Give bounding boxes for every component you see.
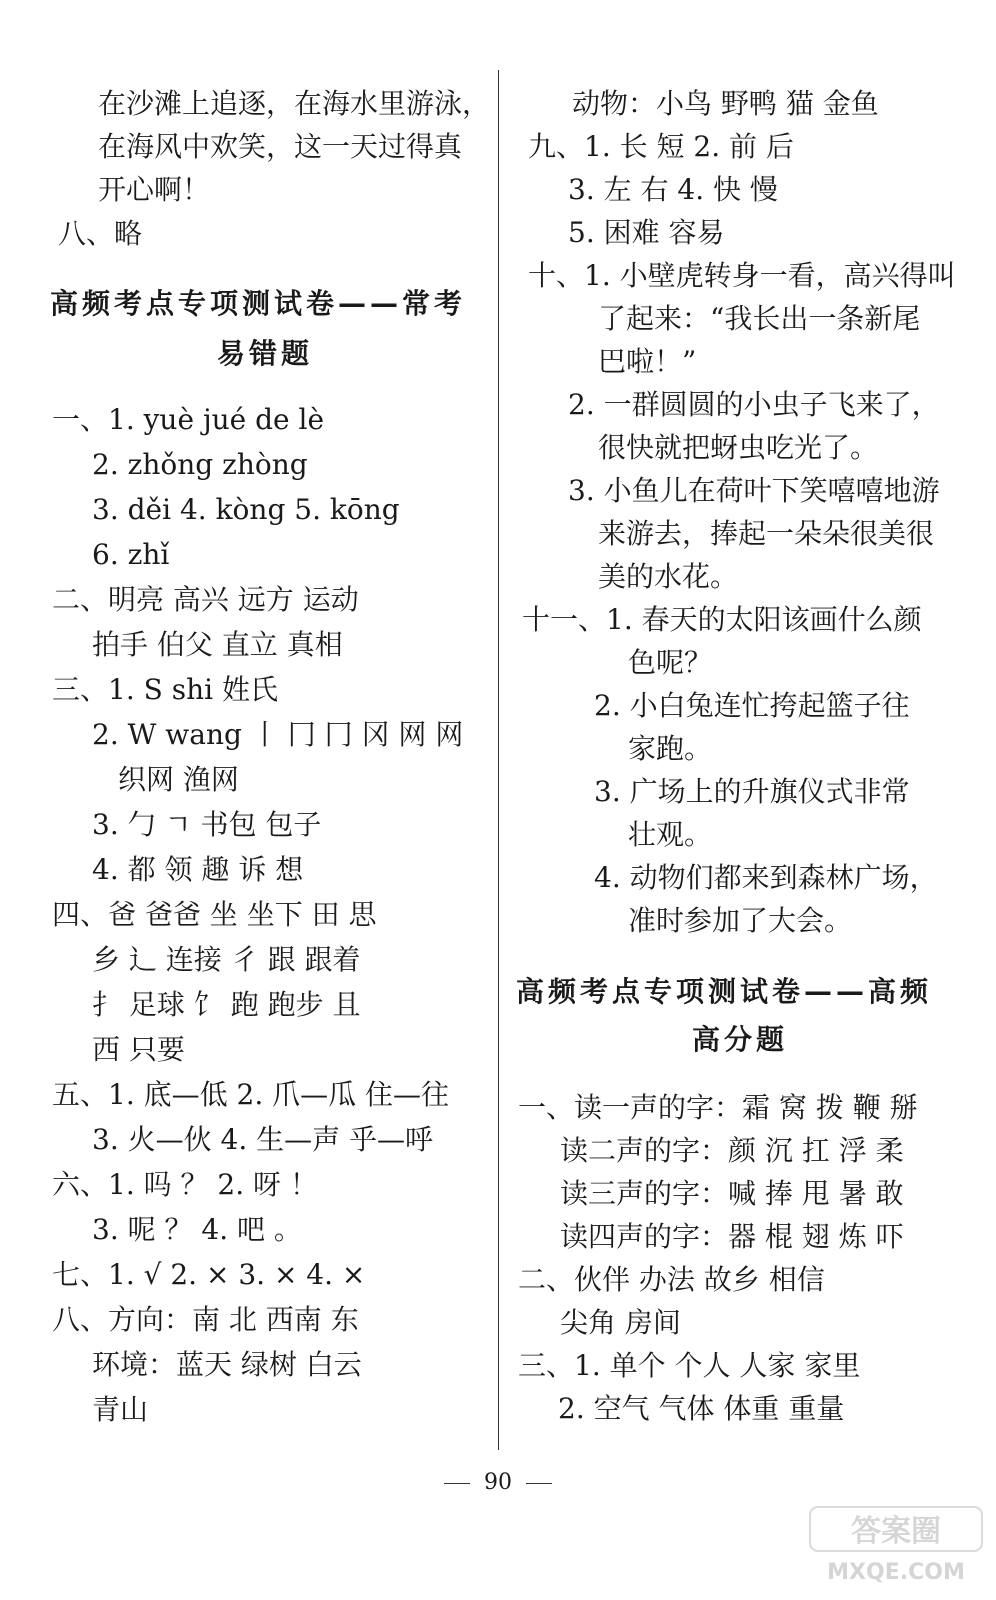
answer-line: 二、伙伴 办法 故乡 相信	[518, 1263, 825, 1296]
answer-line: 三、1. S shi 姓氏	[52, 673, 278, 706]
answer-line: 六、1. 吗 ？ 2. 呀 ！	[52, 1168, 318, 1201]
text-line: 色呢？	[628, 646, 713, 679]
text-line: 十、1. 小壁虎转身一看，高兴得叫	[528, 259, 956, 292]
text-line: 3. 小鱼儿在荷叶下笑嘻嘻地游	[568, 474, 940, 507]
answer-line: 乡 辶 连接 彳 跟 跟着	[92, 943, 361, 976]
text-line: 开心啊！	[98, 173, 211, 206]
answer-line: 2. 空气 气体 体重 重量	[558, 1392, 845, 1425]
column-divider	[498, 70, 499, 1450]
text-line: 巴啦！”	[598, 345, 697, 378]
footer-dash	[526, 1483, 552, 1484]
answer-line: 一、读一声的字：霜 窝 拨 鞭 掰	[518, 1091, 918, 1124]
text-line: 来游去，捧起一朵朵很美很	[598, 517, 935, 550]
answer-line: 读二声的字：颜 沉 扛 浮 柔	[560, 1134, 904, 1167]
answer-line: 五、1. 底—低 2. 爪—瓜 住—往	[52, 1078, 450, 1111]
text-line: 4. 动物们都来到森林广场，	[594, 861, 938, 894]
answer-line: 3. děi 4. kòng 5. kōng	[92, 493, 400, 526]
answer-line: 织网 渔网	[118, 763, 239, 796]
text-line: 3. 广场上的升旗仪式非常	[594, 775, 910, 808]
text-line: 动物：小鸟 野鸭 猫 金鱼	[572, 87, 879, 120]
answer-line: 3. 勹 ㄱ 书包 包子	[92, 808, 322, 841]
answer-line: 尖角 房间	[560, 1306, 681, 1339]
answer-line: 2. W wang 丨 冂 冂 冈 网 网	[92, 718, 464, 751]
text-line: 八、略	[58, 217, 143, 250]
answer-line: 青山	[92, 1393, 149, 1426]
section-title: 高频考点专项测试卷——常考	[50, 287, 467, 320]
answer-line: 八、方向：南 北 西南 东	[52, 1303, 359, 1336]
answer-line: 三、1. 单个 个人 人家 家里	[518, 1349, 861, 1382]
answer-line: 一、1. yuè jué de lè	[52, 403, 325, 436]
answer-line: 6. zhǐ	[92, 538, 170, 571]
answer-line: 四、爸 爸爸 坐 坐下 田 思	[52, 898, 377, 931]
text-line: 3. 左 右 4. 快 慢	[568, 173, 778, 206]
text-line: 十一、1. 春天的太阳该画什么颜	[522, 603, 922, 636]
answer-line: 扌 足球 饣 跑 跑步 且	[92, 988, 361, 1021]
answer-line: 拍手 伯父 直立 真相	[92, 628, 343, 661]
answer-line: 3. 火—伙 4. 生—声 乎—呼	[92, 1123, 434, 1156]
watermark-title: 答案圈	[851, 1514, 941, 1549]
answer-line: 4. 都 领 趣 诉 想	[92, 853, 304, 886]
answer-line: 环境：蓝天 绿树 白云	[92, 1348, 362, 1381]
answer-line: 3. 呢 ？ 4. 吧 。	[92, 1213, 302, 1246]
section-title: 高频考点专项测试卷——高频	[516, 975, 933, 1008]
answer-line: 2. zhǒng zhòng	[92, 448, 308, 481]
answer-line: 二、明亮 高兴 远方 运动	[52, 583, 359, 616]
text-line: 5. 困难 容易	[568, 216, 725, 249]
text-line: 2. 小白兔连忙挎起篮子往	[594, 689, 910, 722]
watermark-logo	[808, 1505, 984, 1587]
section-title: 易错题	[216, 337, 313, 370]
section-title: 高分题	[691, 1023, 788, 1056]
answer-line: 西 只要	[92, 1033, 185, 1066]
text-line: 在沙滩上追逐，在海水里游泳，	[98, 87, 491, 120]
text-line: 九、1. 长 短 2. 前 后	[528, 130, 794, 163]
answer-line: 读四声的字：器 棍 翅 炼 吓	[560, 1220, 904, 1253]
page-footer	[0, 1468, 996, 1498]
text-line: 很快就把蚜虫吃光了。	[598, 431, 879, 464]
page-number: 90	[484, 1470, 512, 1495]
text-line: 壮观。	[628, 818, 713, 851]
footer-dash	[444, 1483, 470, 1484]
text-line: 准时参加了大会。	[628, 904, 853, 937]
text-line: 在海风中欢笑，这一天过得真	[98, 130, 463, 163]
text-line: 美的水花。	[598, 560, 739, 593]
watermark-url: MXQE.COM	[827, 1560, 965, 1585]
text-line: 2. 一群圆圆的小虫子飞来了，	[568, 388, 940, 421]
text-line: 家跑。	[628, 732, 713, 765]
answer-line: 七、1. √ 2. × 3. × 4. ×	[52, 1258, 366, 1291]
text-line: 了起来：“我长出一条新尾	[598, 302, 921, 335]
answer-line: 读三声的字：喊 捧 甩 暑 敢	[560, 1177, 904, 1210]
